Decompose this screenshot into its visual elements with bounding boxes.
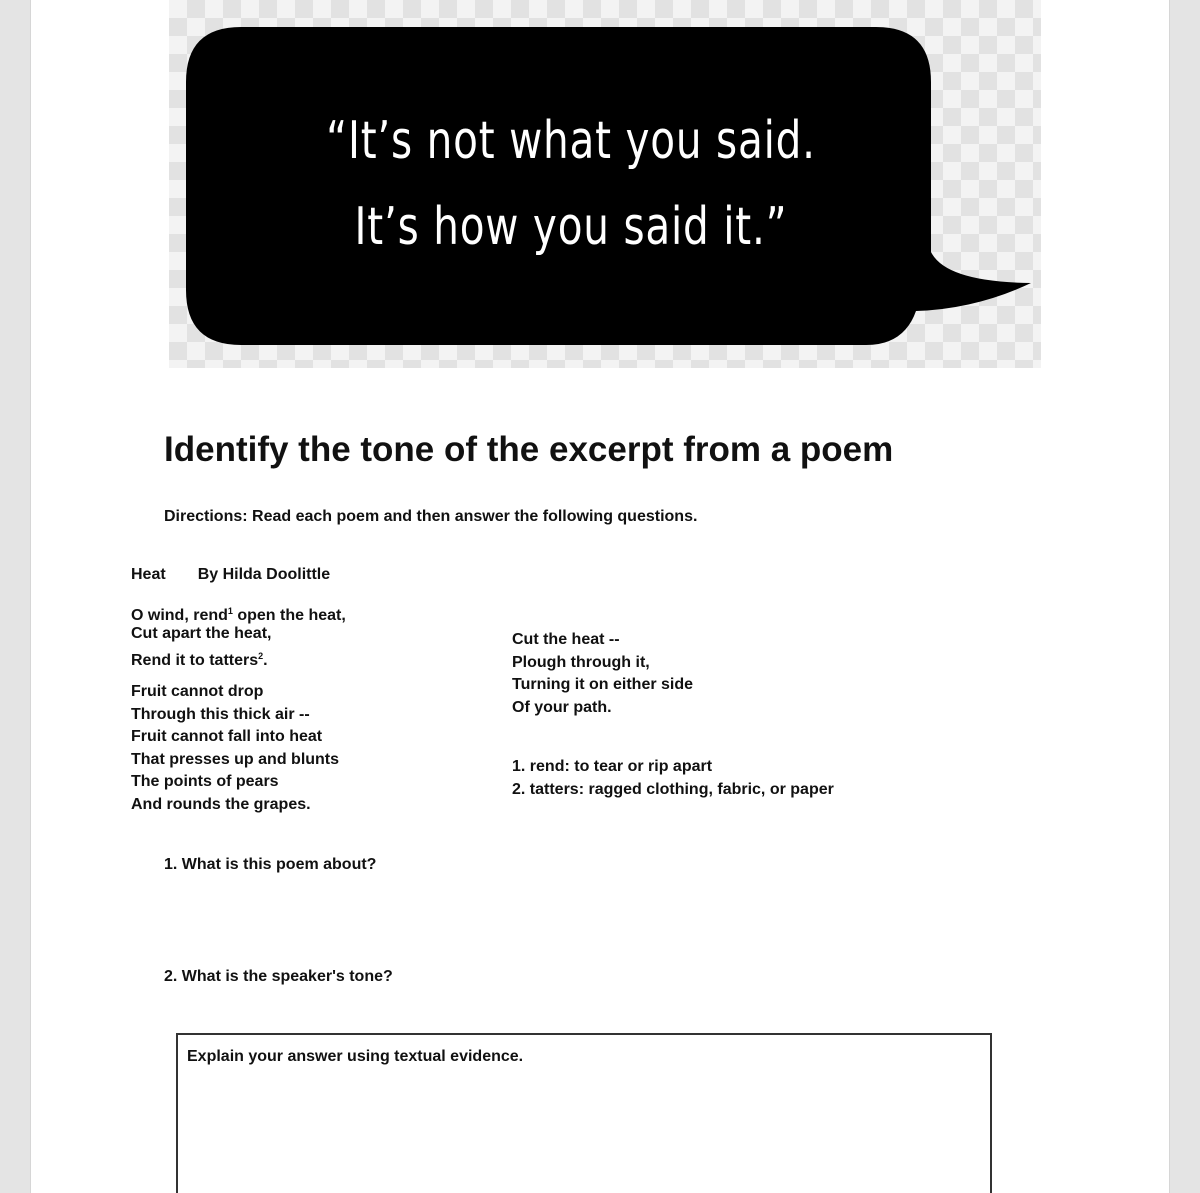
poem-header <box>131 566 330 584</box>
footnote: 2. tatters: ragged clothing, fabric, or paper <box>512 780 834 798</box>
speech-bubble-shape <box>186 27 1036 345</box>
poem-author: By Hilda Doolittle <box>197 566 331 583</box>
quote-line-2: It’s how you said it.” <box>354 197 788 257</box>
poem-line: Through this thick air -- <box>131 705 310 723</box>
question-2: 2. What is the speaker's tone? <box>164 968 393 985</box>
directions-text: Directions: Read each poem and then answer the following questions. <box>164 508 698 525</box>
poem-line: That presses up and blunts <box>131 750 340 768</box>
poem-stanza-3 <box>512 629 693 719</box>
poem-line: And rounds the grapes. <box>131 795 311 813</box>
poem-line: Cut the heat -- <box>512 631 620 648</box>
poem-line: Cut apart the heat, <box>131 624 272 642</box>
poem-line: Plough through it, <box>512 653 650 671</box>
answer-box[interactable] <box>176 1033 992 1193</box>
poem-title: Heat <box>131 566 166 583</box>
footnote-marker: 2 <box>258 651 264 661</box>
page-title: Identify the tone of the excerpt from a poem <box>164 430 894 469</box>
poem-stanza-1 <box>131 600 346 668</box>
poem-line: Turning it on either side <box>512 676 694 693</box>
poem-stanza-2 <box>131 681 339 816</box>
footnote-marker: 1 <box>227 606 233 616</box>
poem-line: Rend it to tatters$^2$. <box>131 651 268 669</box>
quote-line-1: “It’s not what you said. <box>326 111 816 171</box>
speech-bubble <box>186 27 1036 345</box>
poem-line: The points of pears <box>131 773 279 790</box>
poem-line: Fruit cannot drop <box>131 683 264 700</box>
footnotes <box>512 756 834 801</box>
poem-line: O wind, rend$^1$ open the heat, <box>131 606 346 624</box>
poem-line: Of your path. <box>512 698 612 716</box>
worksheet-page <box>30 0 1170 1193</box>
answer-box-label: Explain your answer using textual evidence. <box>187 1048 524 1065</box>
footnote: 1. rend: to tear or rip apart <box>512 758 713 775</box>
question-1: 1. What is this poem about? <box>164 856 377 873</box>
poem-line: Fruit cannot fall into heat <box>131 728 323 745</box>
